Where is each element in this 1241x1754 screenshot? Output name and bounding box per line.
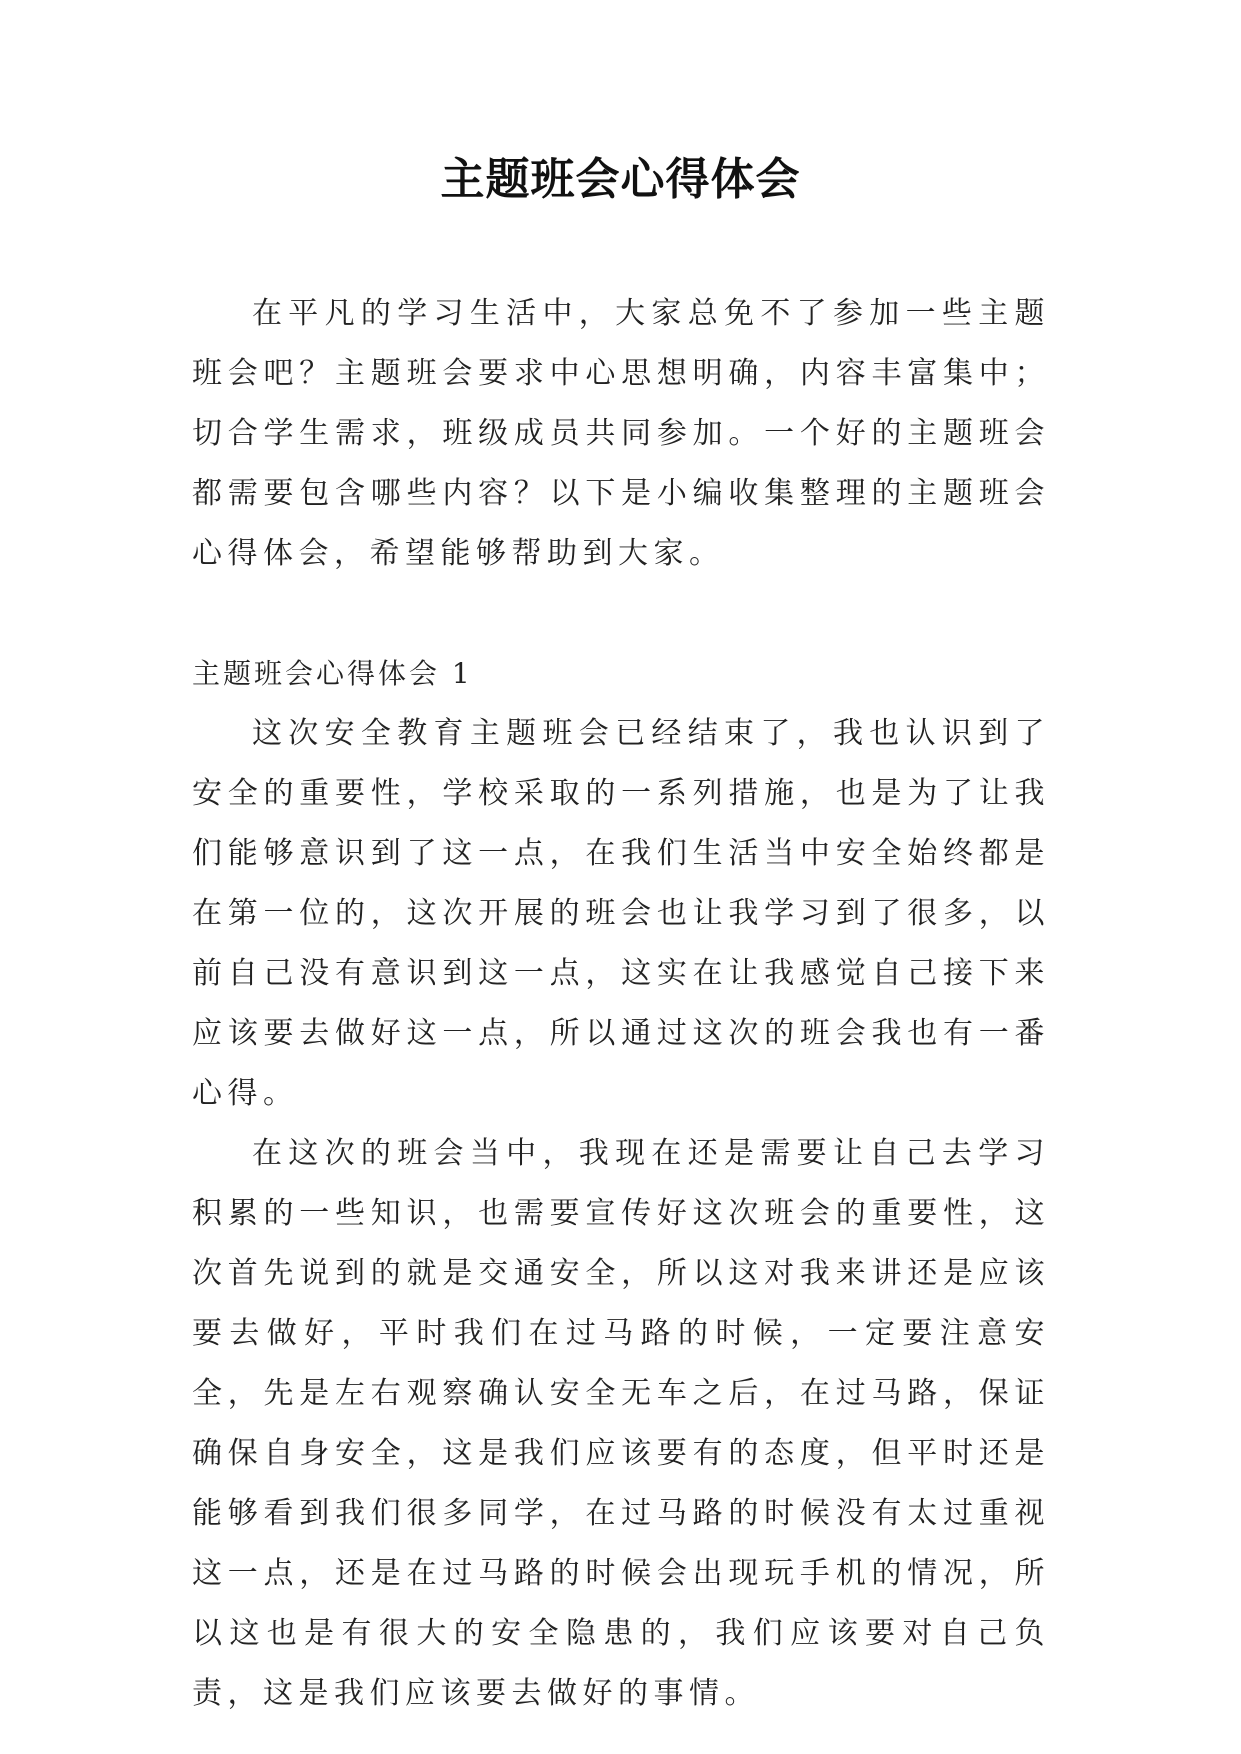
intro-paragraph: 在平凡的学习生活中，大家总免不了参加一些主题班会吧？主题班会要求中心思想明确，内容丰富集中；切合学生需求，班级成员共同参加。一个好的主题班会都需要包含哪些内容？以下是小编收集整理的主题班会心得体会，希望能够帮助到大家。 xyxy=(192,296,1050,571)
document-body xyxy=(192,284,1050,1724)
body-paragraph-1: 这次安全教育主题班会已经结束了，我也认识到了安全的重要性，学校采取的一系列措施，也是为了让我们能够意识到了这一点，在我们生活当中安全始终都是在第一位的，这次开展的班会也让我学习到了很多，以前自己没有意识到这一点，这实在让我感觉自己接下来应该要去做好这一点，所以通过这次的班会我也有一番心得。 xyxy=(192,716,1050,1111)
section-heading: 主题班会心得体会 1 xyxy=(192,657,473,690)
document-title: 主题班会心得体会 xyxy=(440,154,801,205)
body-paragraph-2: 在这次的班会当中，我现在还是需要让自己去学习积累的一些知识，也需要宣传好这次班会的重要性，这次首先说到的就是交通安全，所以这对我来讲还是应该要去做好，平时我们在过马路的时候，一定要注意安全，先是左右观察确认安全无车之后，在过马路，保证确保自身安全，这是我们应该要有的态度，但平时还是能够看到我们很多同学，在过马路的时候没有太过重视这一点，还是在过马路的时候会出现玩手机的情况，所以这也是有很大的安全隐患的，我们应该要对自己负责，这是我们应该要去做好的事情。 xyxy=(192,1136,1050,1711)
